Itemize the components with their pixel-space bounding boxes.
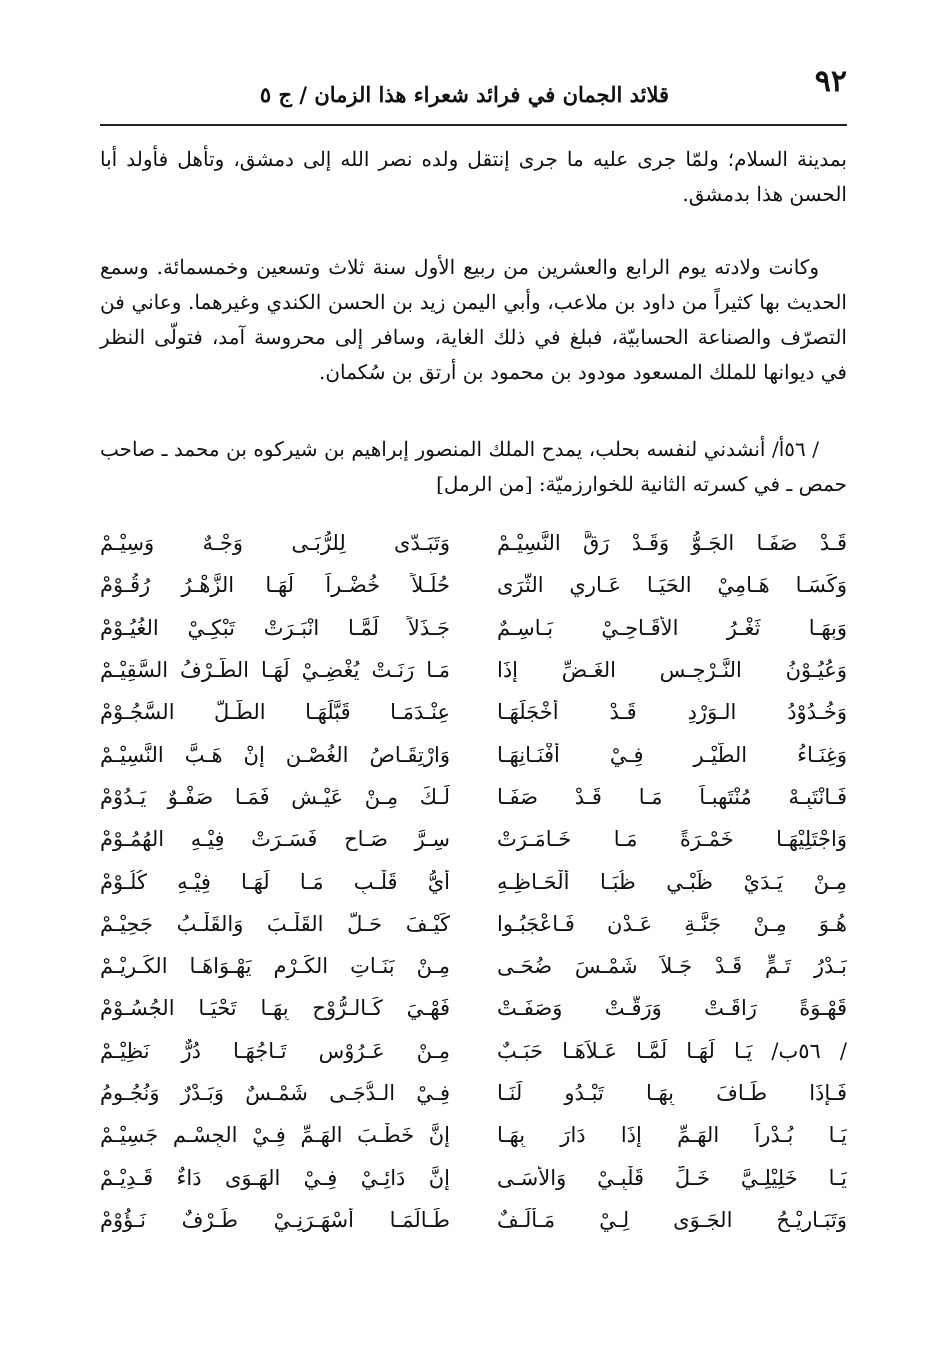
poem-verse [100,649,847,691]
poem-verse [100,522,847,564]
verse-second-hemistich: حُلَـلاً خُضْـراً لَهَـا الزَّهْـرُ رُقُـوْمْ [100,573,450,598]
verse-first-hemistich: وَكَسَـا هَـامِيْ الحَيَـا عَـارِي الثَّرَى [497,573,847,598]
verse-second-hemistich: مَـا رَنَـتْ يُغْضِـيْ لَهَـا الطَّـرْفُ السَّقِيْـمْ [100,658,450,683]
verse-first-hemistich: بَـدْرُ تَـمٍّ قَـدْ جَـلاَ شَمْـسَ ضُحَـى [497,954,847,979]
verse-second-hemistich: فَهْـيَ كَـالـرُّوْحِ بِهَـا تَحْيَـا الجُسُـوْمْ [100,996,450,1021]
verse-first-hemistich: وَبِهَـا ثَغْـرُ الأَقَـاحِـيْ بَـاسِـمٌ [497,615,847,640]
verse-first-hemistich: وَعُيُـوْنُ النَّـرْجِـسِ الغَـضِّ إِذَا [497,658,847,683]
verse-first-hemistich: يَـا خَلِيْلِـيَّ خَـلِّ قَلْبِـيْ وَالأَسَـى [497,1165,847,1190]
poem-verse [100,564,847,606]
verse-second-hemistich: طَـالَمَـا أَسْهَـرَنِـيْ طَـرْفٌ نَـؤُوْمْ [100,1207,450,1232]
verse-first-hemistich: فَـانْتَبِـهْ مُنْتَهِبـاً مَـا قَـدْ صَفَـا [497,784,847,809]
verse-first-hemistich: قَهْـوَةً رَاقَـتْ وَرَقَّـتْ وَصَفَـتْ [497,996,847,1021]
poem-verse [100,1072,847,1114]
verse-second-hemistich: مِـنْ بَنَـاتِ الكَـرْمِ يَهْـوَاهَـا الكَـرِيْـمْ [100,954,450,979]
verse-second-hemistich: سِـرَّ صَـاحٍ فَسَـرَتْ فِيْـهِ الهُمُـوْمْ [100,827,450,852]
verse-first-hemistich: قَـدْ صَفَـا الجَـوُّ وَقَـدْ رَقَّ النَّسِيْـمْ [497,531,847,556]
poem [100,522,847,1241]
poem-verse [100,776,847,818]
verse-second-hemistich: مِـنْ عَـرُوْسٍ تَـاجُهَـا دُرٌّ نَظِيْـمْ [100,1038,450,1063]
paragraph-2 [100,250,847,390]
poem-verse [100,1199,847,1241]
poem-verse [100,987,847,1029]
paragraph-2-text: وكانت ولادته يوم الرابع والعشرين من ربيع الأول سنة ثلاث وتسعين وخمسمائة. وسمع الحديث بها كثيراً من داود بن ملاعب، وأبي اليمن زيد بن الحسن الكندي وغيرهما. وعاني فن التصرّف والصناعة الحسابيّة، فبلغ في ذلك الغاية، وسافر إلى محروسة آمد، فتولّى النظر في ديوانها للملك المسعود مودود بن محمود بن أرتق بن سُكمان. [100,255,847,384]
paragraph-3-text: / ٥٦أ/ أنشدني لنفسه بحلب، يمدح الملك المنصور إبراهيم بن شيركوه بن محمد ـ صاحب حمص ـ في كسرته الثانية للخوارزميّة: [من الرمل] [100,437,847,496]
verse-first-hemistich: فَـإِذَا طَـافَ بِهَـا تَبْـدُو لَنَـا [497,1081,847,1105]
header-rule [100,124,847,126]
page-number: ٩٢ [814,64,847,99]
verse-second-hemistich: وَتَبَـدّى لِلرُّبَـى وَجْـهٌ وَسِيْـمْ [100,531,450,556]
poem-verse [100,945,847,987]
poem-verse [100,1156,847,1198]
poem-verse [100,607,847,649]
verse-first-hemistich: وَاجْتَلِيْهَـا خَمْـرَةً مَـا خَـامَـرَتْ [497,827,847,852]
verse-first-hemistich: وَغِنَـاءُ الطَّيْـرِ فِـيْ أَفْنَـانِهَـا [497,742,847,767]
poem-verse [100,860,847,902]
verse-second-hemistich: عِنْـدَمَـا قَبَّلَهَـا الطَّـلُّ السَّجُـوْمْ [100,700,450,725]
verse-second-hemistich: جَـذَلاً لَمَّـا انْبَـرَتْ تَبْكِـيْ الغُيُـوْمْ [100,615,450,640]
paragraph-1-line-2: الحسن هذا بدمشق. [682,182,847,206]
verse-first-hemistich: مِـنْ يَـدَيْ ظَبْـيٍ ظُبَـا أَلْحَـاظِـهِ [497,869,847,894]
verse-second-hemistich: إِنَّ خَطْـبَ الهَـمِّ فِـيْ الجِسْـمِ جَسِيْـمْ [100,1123,450,1148]
poem-verse [100,903,847,945]
poem-verse [100,1114,847,1156]
poem-verse [100,691,847,733]
verse-second-hemistich: فِـيْ الـدُّجَـى شَمْـسٌ وَبَـدْرٌ وَنُجُـومُ [100,1081,450,1105]
verse-second-hemistich: إِنَّ دَائِـيْ فِـيْ الهَـوَى دَاءٌ قَـدِيْـمْ [100,1165,450,1190]
verse-second-hemistich: كَيْـفَ حَـلَّ القَلْـبَ وَالقَلْـبُ جَحِيْـمْ [100,911,450,936]
verse-first-hemistich: / ٥٦ب/ يَـا لَهَـا لَمَّـا عَـلاَهَـا حَبَـبٌ [497,1038,847,1063]
verse-first-hemistich: وَتَبَـارِيْـحُ الجَـوَى لِـيْ مَـأْلَـفٌ [497,1207,847,1232]
verse-second-hemistich: لَـكَ مِـنْ عَيْـشٍ فَمَـا صَفْـوٌ يَـدُوْمْ [100,784,450,809]
paragraph-1-line-1: بمدينة السلام؛ ولمّا جرى عليه ما جرى إنتقل ولده نصر الله إلى دمشق، وتأهل فأولد أبا [100,147,848,171]
verse-first-hemistich: وَخُـدُوْدُ الـوَرْدِ قَـدْ أَخْجَلَهَـا [497,700,847,725]
paragraph-1 [100,142,847,212]
running-title: قلائد الجمان في فرائد شعراء هذا الزمان / ج ٥ [259,82,670,107]
poem-verse [100,733,847,775]
verse-second-hemistich: أَيُّ قَلْـبٍ مَـا لَهَـا فِيْـهِ كُلُـوْمْ [100,869,450,894]
verse-second-hemistich: وَارْتِقَـاصُ الغُصْـنِ إِنْ هَـبَّ النَّسِيْـمْ [100,742,450,767]
paragraph-3 [100,432,847,502]
verse-first-hemistich: هُـوَ مِـنْ جَنَّـةِ عَـدْنٍ فَـاعْجَبُـوا [497,911,847,936]
poem-verse [100,818,847,860]
verse-first-hemistich: يَـا بُـدْراً الهَـمِّ إِذَا دَارَ بِهَـا [497,1123,847,1148]
poem-verse [100,1030,847,1072]
